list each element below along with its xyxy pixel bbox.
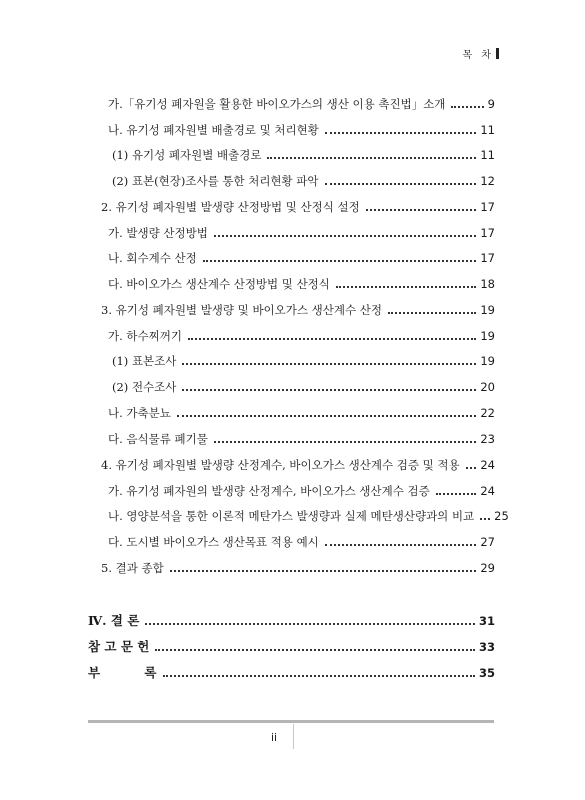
toc-entry-page: 17 (480, 226, 495, 240)
toc-entry-page: 19 (480, 329, 495, 343)
toc-leader (267, 157, 476, 159)
toc-entry[interactable] (101, 199, 495, 215)
footer-separator (293, 724, 294, 749)
toc-entry-page: 11 (480, 123, 495, 137)
toc-leader (388, 312, 476, 314)
header-title: 목 차 (462, 50, 494, 61)
toc-entry-label: 나. 가축분뇨 (108, 406, 171, 420)
toc-entry[interactable] (88, 637, 495, 655)
toc-entry[interactable] (108, 534, 495, 550)
toc-leader (182, 389, 476, 391)
toc-entry[interactable] (88, 663, 495, 681)
toc-entry-label: 가. 하수찌꺼기 (108, 329, 182, 343)
toc-entry-label: 참 고 문 헌 (88, 639, 150, 654)
toc-leader (155, 649, 475, 651)
toc-entry-label: 2. 유기성 폐자원별 발생량 산정방법 및 산정식 설정 (101, 200, 360, 214)
toc-entry-page: 17 (480, 200, 495, 214)
toc-entry[interactable] (108, 328, 495, 344)
toc-leader (325, 183, 477, 185)
toc-entry-label: 4. 유기성 폐자원별 발생량 산정계수, 바이오가스 생산계수 검증 및 적용 (101, 458, 460, 472)
toc-entry-page: 22 (480, 406, 495, 420)
toc-entry-page: 12 (480, 174, 495, 188)
toc-entry-label: 다. 바이오가스 생산계수 산정방법 및 산정식 (108, 277, 330, 291)
toc-entry-page: 20 (480, 380, 495, 394)
toc-entry[interactable] (108, 96, 495, 112)
toc-leader (203, 260, 477, 262)
toc-leader (336, 286, 476, 288)
toc-leader (214, 235, 477, 237)
toc-entry-label: (1) 유기성 폐자원별 배출경로 (112, 148, 262, 162)
toc-entry[interactable] (108, 276, 495, 292)
toc-entry-label: 나. 회수계수 산정 (108, 251, 197, 265)
toc-entry[interactable] (108, 483, 495, 499)
toc-entry-label: 가.「유기성 폐자원을 활용한 바이오가스의 생산 이용 촉진법」소개 (108, 97, 446, 111)
toc-leader (325, 132, 477, 134)
toc-entry-label: 가. 발생량 산정방법 (108, 226, 208, 240)
toc-entry[interactable] (101, 302, 495, 318)
toc-entry-page: 27 (480, 535, 495, 549)
toc-entry-page: 19 (480, 354, 495, 368)
toc-entry-page: 11 (480, 148, 495, 162)
footer-rule (88, 720, 494, 723)
toc-leader (188, 338, 476, 340)
toc-leader (436, 493, 477, 495)
toc-entry[interactable] (108, 122, 495, 138)
toc-entry-page: 17 (480, 251, 495, 265)
toc-entry-page: 9 (487, 97, 495, 111)
toc-entry-label: 다. 음식물류 폐기물 (108, 432, 208, 446)
toc-entry[interactable] (108, 250, 495, 266)
toc-leader (325, 544, 477, 546)
toc-entry-label: (2) 표본(현장)조사를 통한 처리현황 파악 (112, 174, 319, 188)
toc-entry-page: 24 (480, 484, 495, 498)
toc-entry[interactable] (112, 173, 495, 189)
toc-entry-label: 5. 결과 종합 (101, 561, 164, 575)
toc-entry[interactable] (112, 379, 495, 395)
toc-entry[interactable] (112, 353, 495, 369)
toc-entry[interactable] (88, 611, 495, 629)
toc-entry[interactable] (108, 225, 495, 241)
toc-leader (163, 675, 475, 677)
toc-entry[interactable] (108, 431, 495, 447)
toc-leader (170, 570, 477, 572)
toc-entry-label: (1) 표본조사 (112, 354, 177, 368)
toc-entry[interactable] (112, 147, 495, 163)
toc-entry[interactable] (108, 508, 509, 524)
toc-entry[interactable] (101, 457, 495, 473)
toc-entry-label: (2) 전수조사 (112, 380, 177, 394)
toc-entry-page: 33 (478, 640, 495, 654)
toc-leader (466, 467, 477, 469)
toc-entry-page: 29 (480, 561, 495, 575)
toc-entry-page: 35 (478, 666, 495, 680)
toc-entry-label: 3. 유기성 폐자원별 발생량 및 바이오가스 생산계수 산정 (101, 303, 382, 317)
toc-entry-label: 부 록 (88, 665, 157, 680)
toc-entry-label: 다. 도시별 바이오가스 생산목표 적용 예시 (108, 535, 319, 549)
toc-entry-label: Ⅳ. 결 론 (88, 613, 140, 628)
toc-entry-page: 19 (480, 303, 495, 317)
toc-entry[interactable] (108, 405, 495, 421)
toc-entry[interactable] (101, 560, 495, 576)
toc-leader (145, 623, 475, 625)
toc-leader (480, 518, 490, 520)
toc-entry-label: 나. 영양분석을 통한 이론적 메탄가스 발생량과 실제 메탄생산량과의 비교 (108, 509, 475, 523)
toc-leader (182, 363, 476, 365)
page-number: ii (271, 731, 278, 744)
toc-entry-page: 23 (480, 432, 495, 446)
toc-entry-label: 가. 유기성 폐자원의 발생량 산정계수, 바이오가스 생산계수 검증 (108, 484, 430, 498)
toc-leader (451, 106, 483, 108)
toc-entry-page: 25 (494, 509, 509, 523)
toc-entry-page: 18 (480, 277, 495, 291)
toc-entry-page: 31 (478, 614, 495, 628)
toc-leader (177, 415, 477, 417)
toc-entry-label: 나. 유기성 폐자원별 배출경로 및 처리현황 (108, 123, 319, 137)
toc-leader (366, 209, 477, 211)
toc-leader (214, 441, 477, 443)
toc-entry-page: 24 (480, 458, 495, 472)
